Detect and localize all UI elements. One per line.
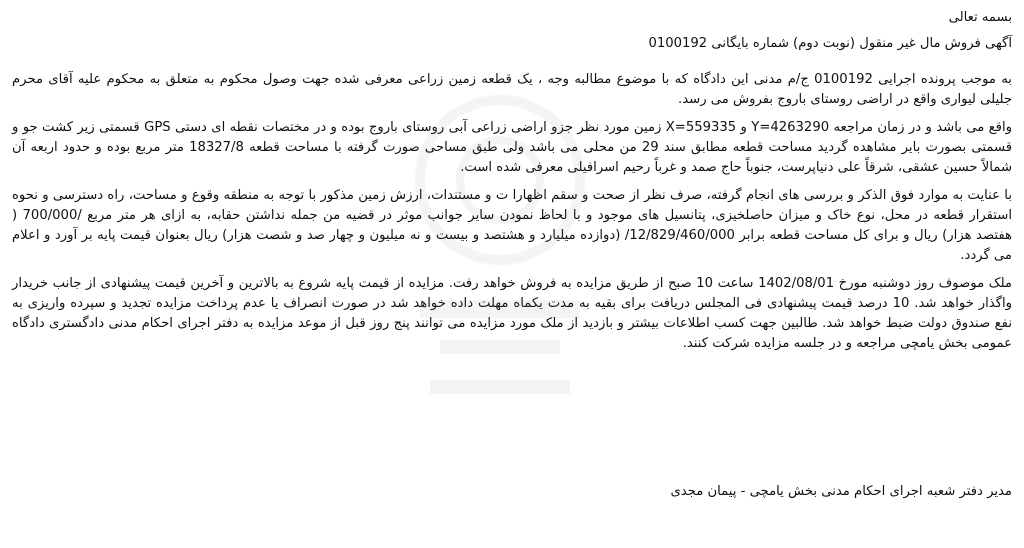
bismillah-heading: بسمه تعالی <box>948 10 1012 25</box>
paragraph-valuation: با عنایت به موارد فوق الذکر و بررسی های انجام گرفته، صرف نظر از صحت و سقم اظهارا ت و مستندات، ارزش زمین مذکور با توجه به منطقه وقوع و مساحت، راه دسترسی و نحوه استقرار قطعه در محل، نوع خاک و میزان حاصلخیزی، پتانسیل های موجود و با لحاظ نمودن سایر جوانب موثر در قضیه من جمله نداشتن حقابه، به ازای هر متر مربع /700/000 ( هفتصد هزار) ریال و برای کل مساحت قطعه برابر 12/829/460/000/ (دوازده میلیارد و هشتصد و بیست و نه میلیون و چهار صد و شصت هزار) ریال بعنوان قیمت پایه بر آورد و اعلام می گردد. <box>12 188 1012 263</box>
paragraph-auction-terms: ملک موصوف روز دوشنبه مورخ 1402/08/01 ساعت 10 صبح از طریق مزایده به فروش خواهد رفت. مزایده از قیمت پایه شروع به بالاترین و آخرین قیمت پیشنهادی از جانب خریدار واگذار خواهد شد. 10 درصد قیمت پیشنهادی فی المجلس دریافت برای بقیه به مدت یکماه مهلت داده خواهد شد در صورت انصراف یا عدم پرداخت مزایده تجدید و سپرده واریزی به نفع صندوق دولت ضبط خواهد شد. طالبین جهت کسب اطلاعات بیشتر و بازدید از ملک مورد مزایده می توانند پنج روز قبل از موعد مزایده به دفتر اجرای احکام مدنی دادگستری دادگاه عمومی بخش یامچی مراجعه و در جلسه مزایده شرکت کنند. <box>12 276 1013 351</box>
paragraph-case-intro: به موجب پرونده اجرایی 0100192 ج/م مدنی این دادگاه که با موضوع مطالبه وجه ، یک قطعه زمین زراعی معرفی شده جهت وصول محکوم به متعلق به محکوم علیه آقای محرم جلیلی لیواری واقع در اراضی روستای باروج بفروش می رسد. <box>12 72 1012 107</box>
notice-title: آگهی فروش مال غیر منقول (نوبت دوم) شماره بایگانی 0100192 <box>648 36 1012 51</box>
signature-line: مدیر دفتر شعبه اجرای احکام مدنی بخش یامچی - پیمان مجدی <box>670 484 1012 499</box>
paragraph-property-description: واقع می باشد و در زمان مراجعه Y=4263290 و X=559335 زمین مورد نظر جزو اراضی زراعی آبی روستای باروج بوده و در مختصات نقطه ای دستی GPS قسمتی زیر کشت جو و قسمتی بصورت بایر مشاهده گردید مساحت قطعه مطابق سند 29 من محلی می باشد ولی طبق مساحی صورت گرفته با مساحت قطعه 18327/8 متر مربع بوده و حدود اربعه آن شمالاً حسین عشقی، شرقاً علی دنیاپرست، جنوباً حاج صمد و غرباً رحیم اسرافیلی معرفی شده است. <box>12 120 1013 175</box>
